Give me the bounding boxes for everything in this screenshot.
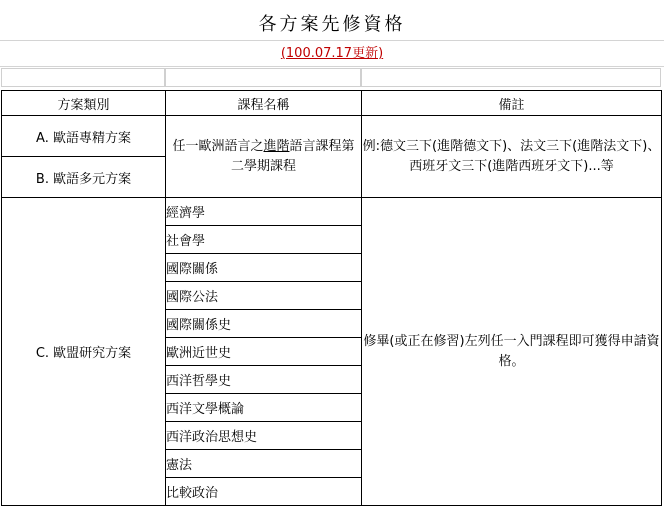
- plan-c-cell: C. 歐盟研究方案: [2, 198, 166, 506]
- empty-cell[interactable]: [165, 68, 361, 87]
- page-title: 各方案先修資格: [258, 14, 406, 35]
- sheet-gridline: [0, 66, 664, 67]
- course-item: 國際關係: [166, 254, 362, 282]
- course-item: 歐洲近世史: [166, 338, 362, 366]
- course-underlined-text: 進階: [263, 138, 290, 154]
- course-text: 任一歐洲語言之: [172, 138, 264, 154]
- table-row: [2, 116, 662, 157]
- empty-cell[interactable]: [1, 68, 165, 87]
- plan-a-cell: A. 歐語專精方案: [2, 116, 166, 157]
- empty-cell[interactable]: [361, 68, 661, 87]
- header-remarks: 備註: [362, 91, 662, 116]
- update-date-link[interactable]: (100.07.17更新): [280, 46, 384, 61]
- course-item: 西洋文學概論: [166, 394, 362, 422]
- sheet-gridline: [0, 40, 664, 41]
- course-item: 國際公法: [166, 282, 362, 310]
- eu-study-note-cell: 修畢(或正在修習)左列任一入門課程即可獲得申請資格。: [362, 198, 662, 506]
- course-item: 經濟學: [166, 198, 362, 226]
- language-note-cell: 例:德文三下(進階德文下)、法文三下(進階法文下)、西班牙文三下(進階西班牙文下)...等: [362, 116, 662, 198]
- table-row: [2, 198, 662, 226]
- course-item: 比較政治: [166, 478, 362, 506]
- course-text: 語言課程第二學期課程: [230, 138, 355, 174]
- course-item: 憲法: [166, 450, 362, 478]
- language-course-cell: [166, 116, 362, 198]
- course-item: 西洋哲學史: [166, 366, 362, 394]
- course-item: 西洋政治思想史: [166, 422, 362, 450]
- header-course-name: 課程名稱: [166, 91, 362, 116]
- course-item: 國際關係史: [166, 310, 362, 338]
- header-plan-category: 方案類別: [2, 91, 166, 116]
- prerequisite-table: [1, 90, 662, 506]
- header-row: [2, 91, 662, 116]
- plan-b-cell: B. 歐語多元方案: [2, 157, 166, 198]
- course-item: 社會學: [166, 226, 362, 254]
